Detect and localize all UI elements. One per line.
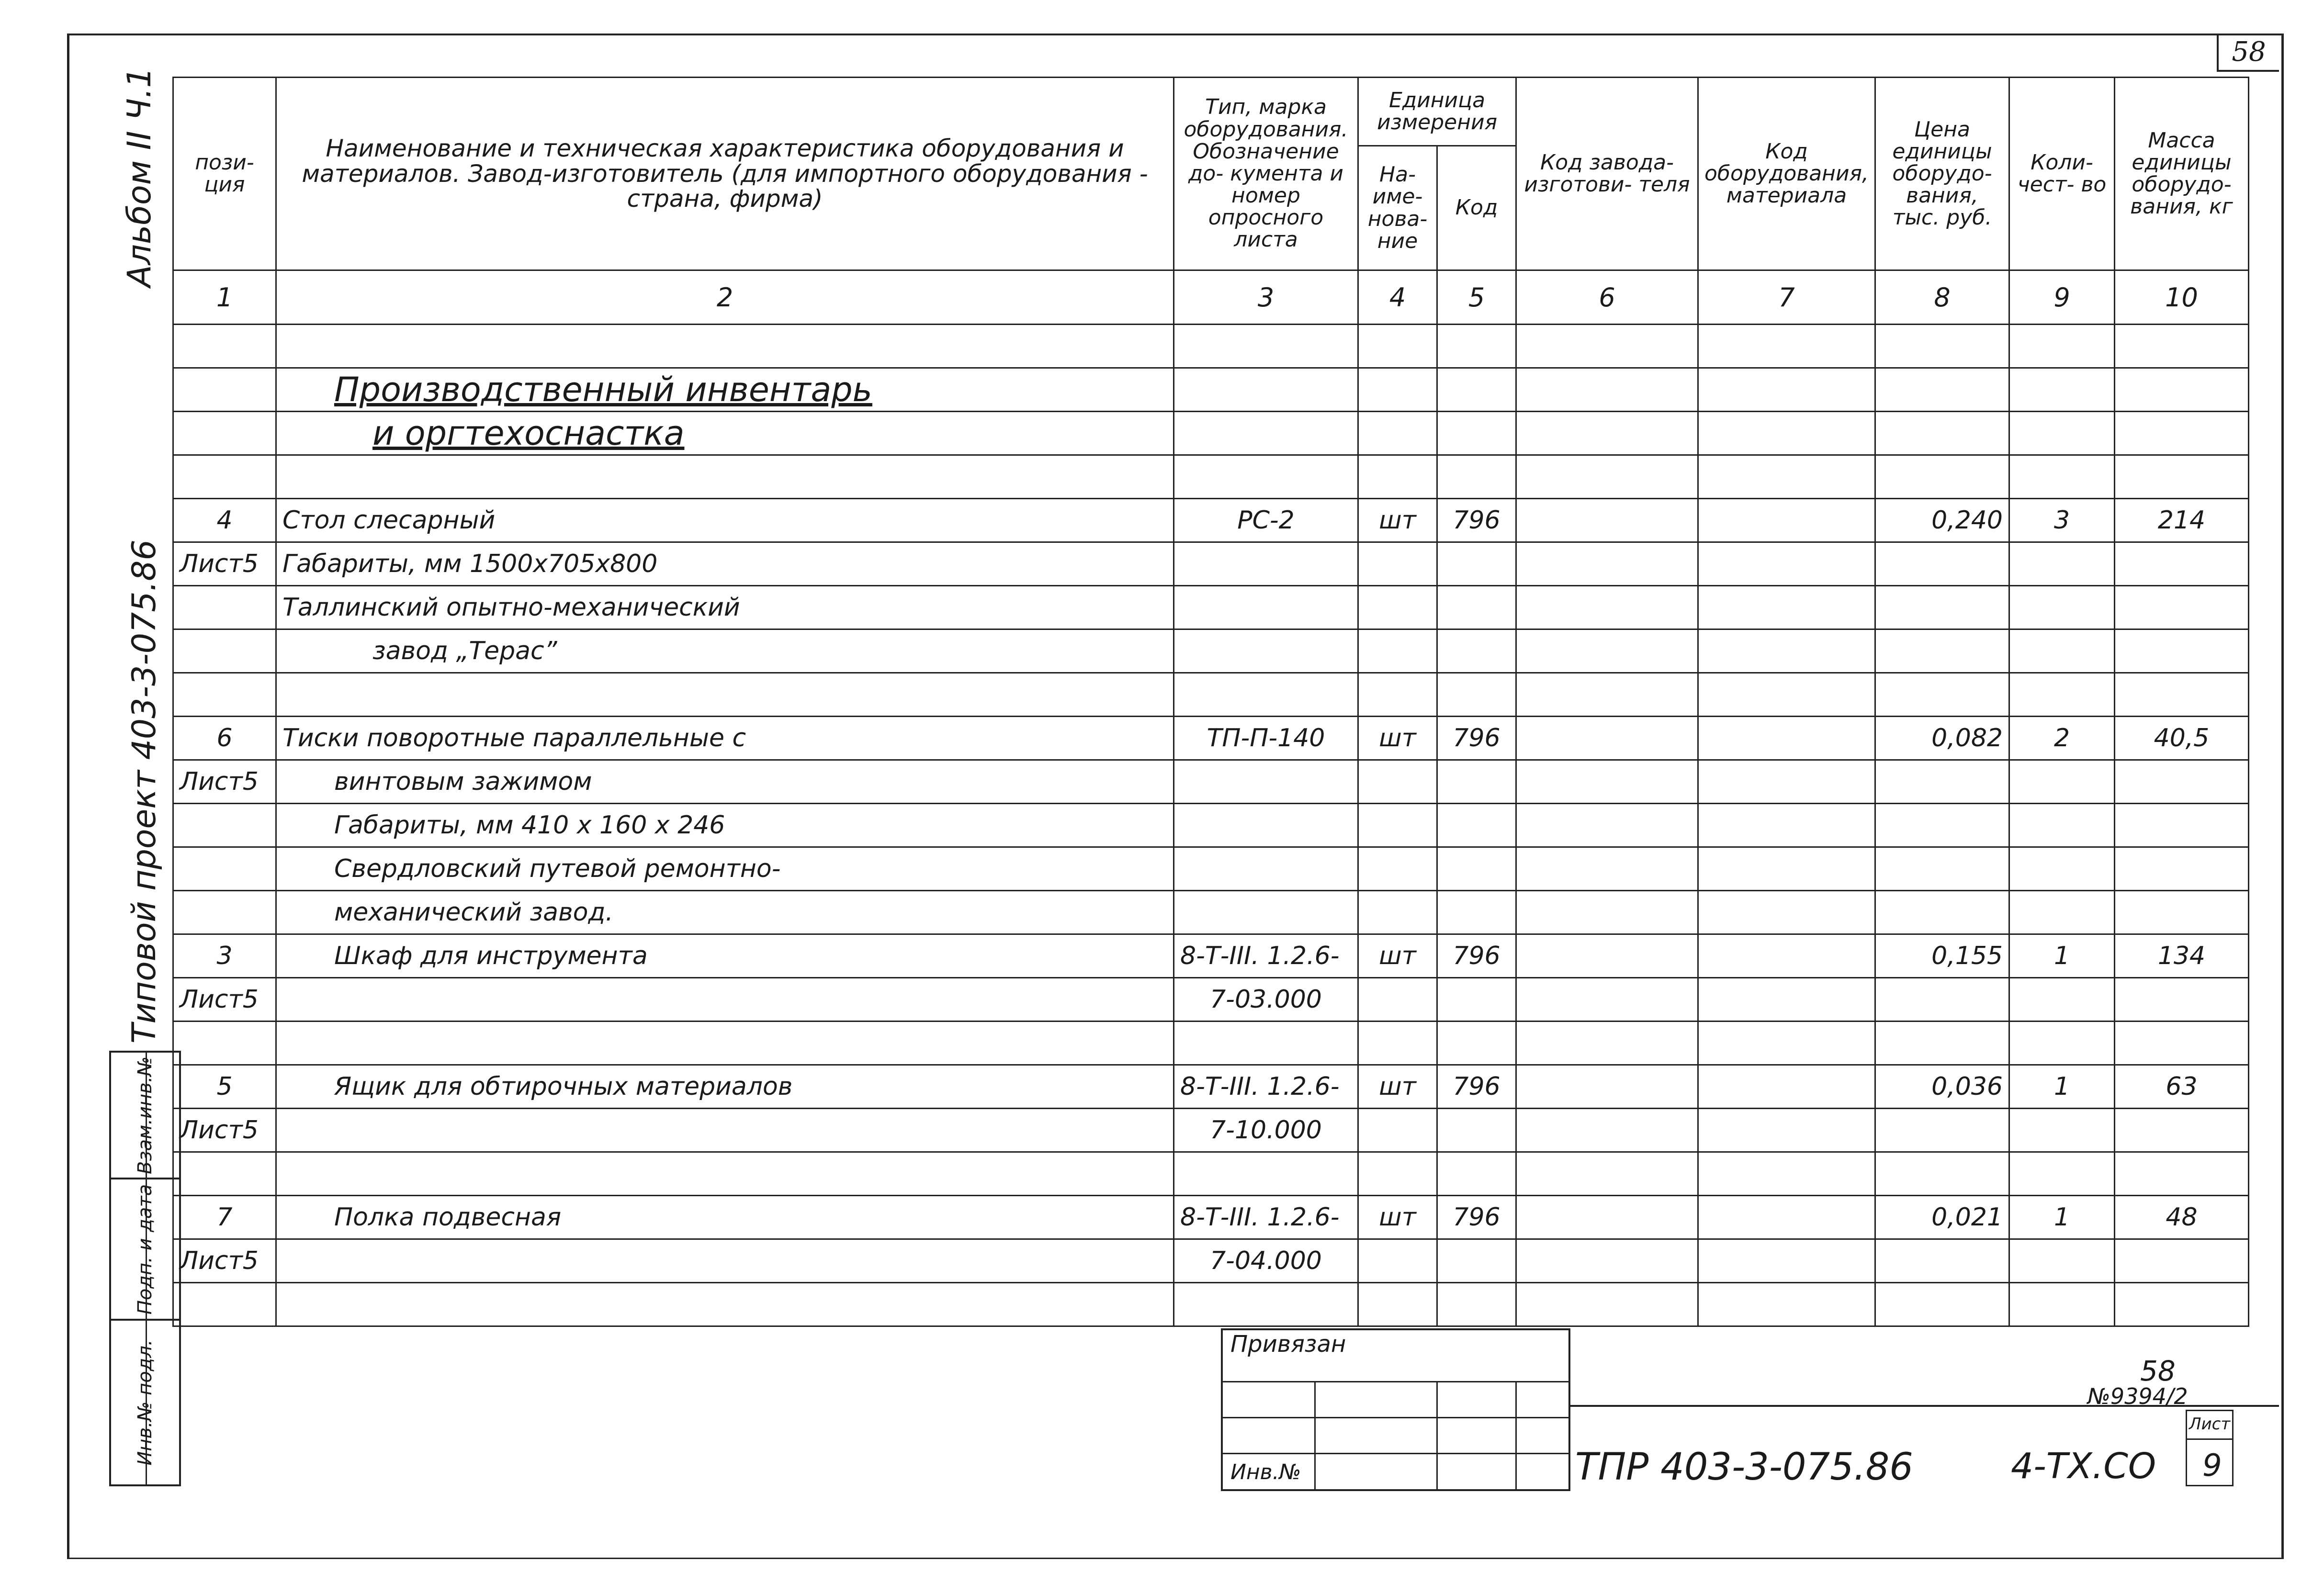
table-row: 3 Шкаф для инструмента 8-Т-III. 1.2.6- шт 796 0,155 1 134 <box>173 934 2249 978</box>
table-row <box>173 325 2249 368</box>
page-number: 58 <box>2140 1355 2176 1387</box>
header-quantity: Коли- чест- во <box>2009 78 2115 270</box>
sheet-label: Лист <box>2189 1415 2231 1434</box>
header-unit-code: Код <box>1437 146 1516 270</box>
table-row: Лист5 Габариты, мм 1500х705х800 <box>173 542 2249 586</box>
table-row: 5 Ящик для обтирочных материалов 8-Т-III. 1.2.6- шт 796 0,036 1 63 <box>173 1065 2249 1109</box>
table-row: 7 Полка подвесная 8-Т-III. 1.2.6- шт 796 0,021 1 48 <box>173 1196 2249 1239</box>
header-unit-name: На- име- нова- ние <box>1358 146 1437 270</box>
table-row <box>173 412 2249 455</box>
doc-code: ТПР 403-3-075.86 <box>1575 1446 1913 1489</box>
table-row: 4 Стол слесарный РС-2 шт 796 0,240 3 214 <box>173 499 2249 542</box>
album-label: Альбом II Ч.1 <box>121 67 158 287</box>
stamp-cell-inv: Инв.№ подл. <box>109 1319 181 1486</box>
sheet-value: 9 <box>2202 1448 2222 1483</box>
inv-label: Инв.№ <box>1230 1460 1301 1484</box>
table-row <box>173 368 2249 412</box>
header-name: Наименование и техническая характеристика оборудования и материалов. Завод-изготовитель (для импортного оборудования - страна, фирма) <box>276 78 1174 270</box>
section-title-cont: и оргтехоснастка <box>276 412 1174 455</box>
sheet-number-top: 58 <box>2217 34 2279 72</box>
header-row <box>173 78 2249 146</box>
table-row <box>173 455 2249 499</box>
tied-label: Привязан <box>1230 1331 1346 1358</box>
table-row: Лист5 7-04.000 <box>173 1239 2249 1283</box>
table-row: Лист5 7-10.000 <box>173 1109 2249 1152</box>
header-mass: Масса единицы оборудо- вания, кг <box>2115 78 2249 270</box>
table-row <box>173 1283 2249 1326</box>
table-row: Таллинский опытно-механический <box>173 586 2249 629</box>
column-number-row: 1 2 3 4 5 6 7 8 9 10 <box>173 270 2249 325</box>
header-price: Цена единицы оборудо- вания, тыс. руб. <box>1875 78 2009 270</box>
table-row <box>173 1152 2249 1196</box>
header-equipment-code: Код оборудования, материала <box>1698 78 1875 270</box>
table-row: Свердловский путевой ремонтно- <box>173 847 2249 891</box>
archive-number: №9394/2 <box>2087 1383 2188 1409</box>
table-row: завод „Терас” <box>173 629 2249 673</box>
table-row: Габариты, мм 410 х 160 х 246 <box>173 804 2249 847</box>
table-row <box>173 673 2249 717</box>
project-label: Типовой проект 403-3-075.86 <box>125 539 163 1044</box>
table-row <box>173 1022 2249 1065</box>
table-row: Лист5 винтовым зажимом <box>173 760 2249 804</box>
table-row: Лист5 7-03.000 <box>173 978 2249 1022</box>
specification-table <box>172 77 2249 1327</box>
table-row: механический завод. <box>173 891 2249 934</box>
stamp-cell-sign: Подп. и дата <box>109 1178 181 1319</box>
header-type: Тип, марка оборудования. Обозначение до- кумента и номер опросного листа <box>1174 78 1358 270</box>
section-title: Производственный инвентарь <box>276 368 1174 412</box>
header-position: пози- ция <box>173 78 276 270</box>
stamp-cell-replace: Взам.инв.№ <box>109 1051 181 1178</box>
header-plant-code: Код завода- изготови- теля <box>1516 78 1698 270</box>
sheet-code: 4-ТХ.СО <box>2011 1446 2156 1487</box>
header-unit-group: Единица измерения <box>1358 78 1516 146</box>
table-row: 6 Тиски поворотные параллельные с ТП-П-140 шт 796 0,082 2 40,5 <box>173 717 2249 760</box>
